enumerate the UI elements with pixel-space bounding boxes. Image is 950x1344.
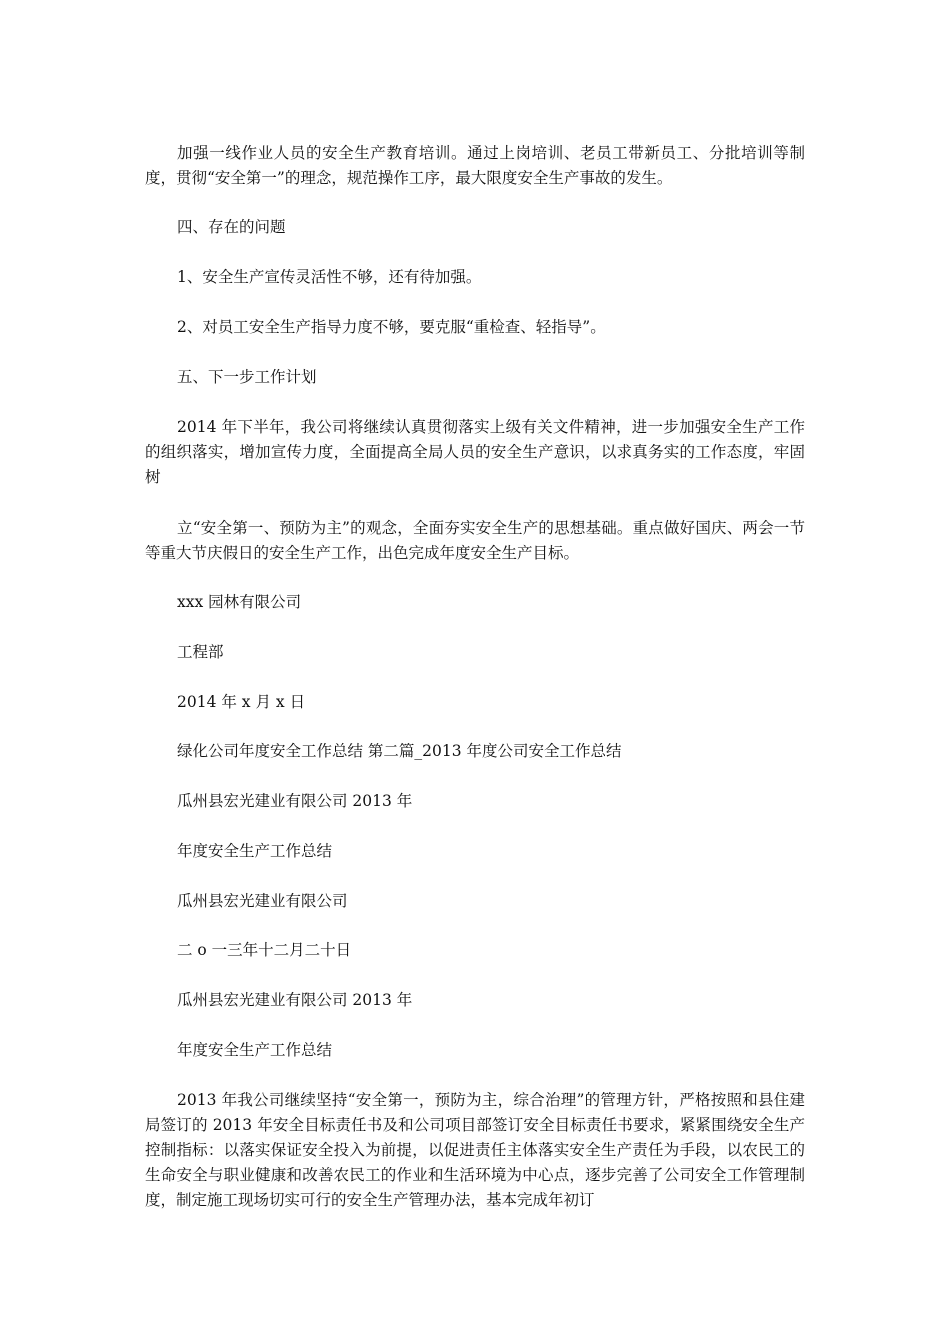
company-signature: xxx 园林有限公司 (177, 593, 302, 611)
paragraph-safety-first: 立“安全第一、预防为主”的观念，全面夯实安全生产的思想基础。重点做好国庆、两会一节等重大节庆假日的安全生产工作，出色完成年度安全生产目标。 (145, 519, 805, 562)
paragraph-training: 加强一线作业人员的安全生产教育培训。通过上岗培训、老员工带新员工、分批培训等制度，贯彻“安全第一”的理念，规范操作工序，最大限度安全生产事故的发生。 (145, 144, 805, 187)
cover-report-title: 年度安全生产工作总结 (177, 842, 333, 860)
department-signature: 工程部 (177, 643, 224, 661)
list-item-problem-1: 1、安全生产宣传灵活性不够，还有待加强。 (177, 268, 482, 286)
section-title-second: 绿化公司年度安全工作总结 第二篇_2013 年度公司安全工作总结 (177, 742, 622, 760)
heading-existing-problems: 四、存在的问题 (177, 218, 286, 236)
heading-next-plan: 五、下一步工作计划 (177, 368, 317, 386)
body-report-title: 年度安全生产工作总结 (177, 1041, 333, 1059)
signature-date: 2014 年 x 月 x 日 (177, 693, 306, 711)
cover-date: 二 o 一三年十二月二十日 (177, 941, 352, 959)
list-item-problem-2: 2、对员工安全生产指导力度不够，要克服“重检查、轻指导”。 (177, 318, 606, 336)
body-company-year: 瓜州县宏光建业有限公司 2013 年 (177, 991, 413, 1009)
paragraph-2013-summary: 2013 年我公司继续坚持“安全第一，预防为主，综合治理”的管理方针，严格按照和县住建局签订的 2013 年安全目标责任书及和公司项目部签订安全目标责任书要求，紧紧围绕安全生产控制指标：以落实保证安全投入为前提，以促进责任主体落实安全生产责任为手段，以农民工的生命安全与职业健康和改善农民工的作业和生活环境为中心点，逐步完善了公司安全工作管理制度，制定施工现场切实可行的安全生产管理办法，基本完成年初订 (145, 1091, 805, 1209)
cover-company: 瓜州县宏光建业有限公司 (177, 892, 348, 910)
paragraph-plan: 2014 年下半年，我公司将继续认真贯彻落实上级有关文件精神，进一步加强安全生产工作的组织落实，增加宣传力度，全面提高全局人员的安全生产意识，以求真务实的工作态度，牢固树 (145, 418, 805, 486)
cover-company-year: 瓜州县宏光建业有限公司 2013 年 (177, 792, 413, 810)
